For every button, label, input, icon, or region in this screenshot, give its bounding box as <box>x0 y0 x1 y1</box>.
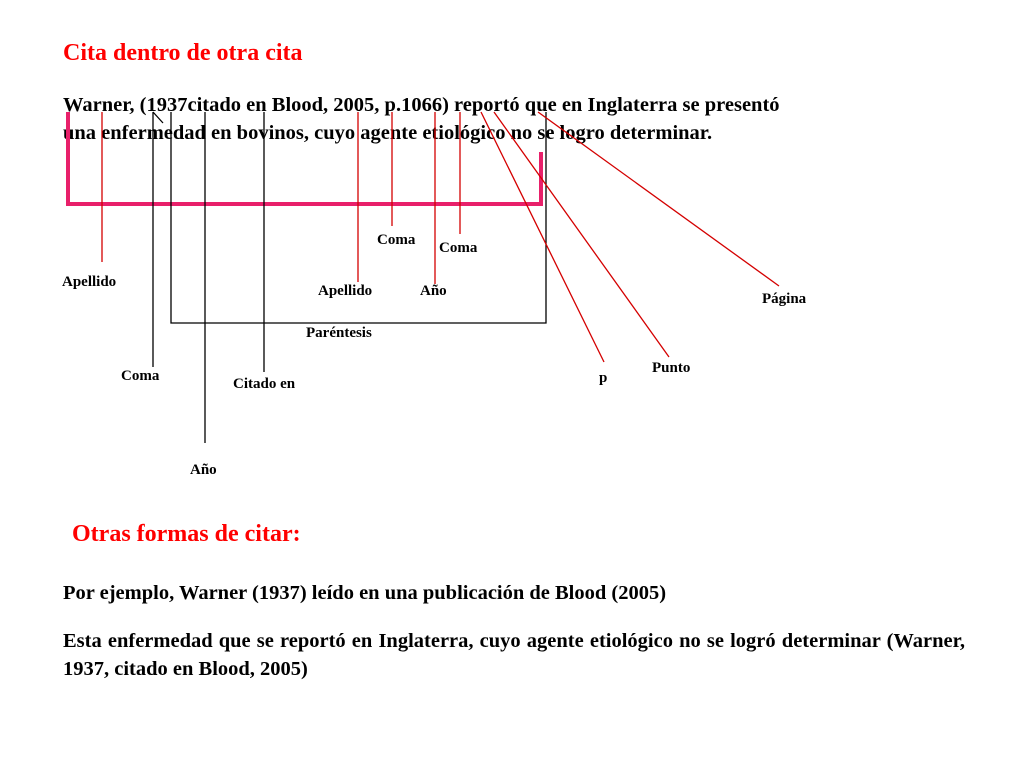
label-pagina: Página <box>762 291 807 307</box>
citation-example-line2: una enfermedad en bovinos, cuyo agente etiológico no se logro determinar. <box>63 122 713 144</box>
example-2: Esta enfermedad que se reportó en Inglaterra, cuyo agente etiológico no se logró determinar (Warner, 1937, citado en Blood, 2005) <box>63 630 965 680</box>
label-anio-2: Año <box>420 283 447 299</box>
bracket-line <box>68 112 541 204</box>
label-apellido-2: Apellido <box>318 283 373 299</box>
punto-pointer <box>494 112 669 357</box>
coma1-pointer-tick <box>153 112 163 123</box>
example-1: Por ejemplo, Warner (1937) leído en una publicación de Blood (2005) <box>63 582 667 604</box>
label-coma-2: Coma <box>377 232 416 248</box>
p-pointer <box>481 112 604 362</box>
label-coma-3: Coma <box>439 240 478 256</box>
label-anio-1: Año <box>190 462 217 478</box>
label-p: p <box>599 370 608 386</box>
citation-example-line1: Warner, (1937citado en Blood, 2005, p.1066) reportó que en Inglaterra se presentó <box>63 94 780 116</box>
label-apellido-1: Apellido <box>62 274 117 290</box>
label-coma-1: Coma <box>121 368 160 384</box>
label-citado-en: Citado en <box>233 376 296 392</box>
section-title-2: Otras formas de citar: <box>72 521 301 547</box>
section-title: Cita dentro de otra cita <box>63 40 303 66</box>
label-punto: Punto <box>652 360 691 376</box>
pagina-pointer <box>538 112 779 286</box>
label-parentesis: Paréntesis <box>306 325 372 341</box>
